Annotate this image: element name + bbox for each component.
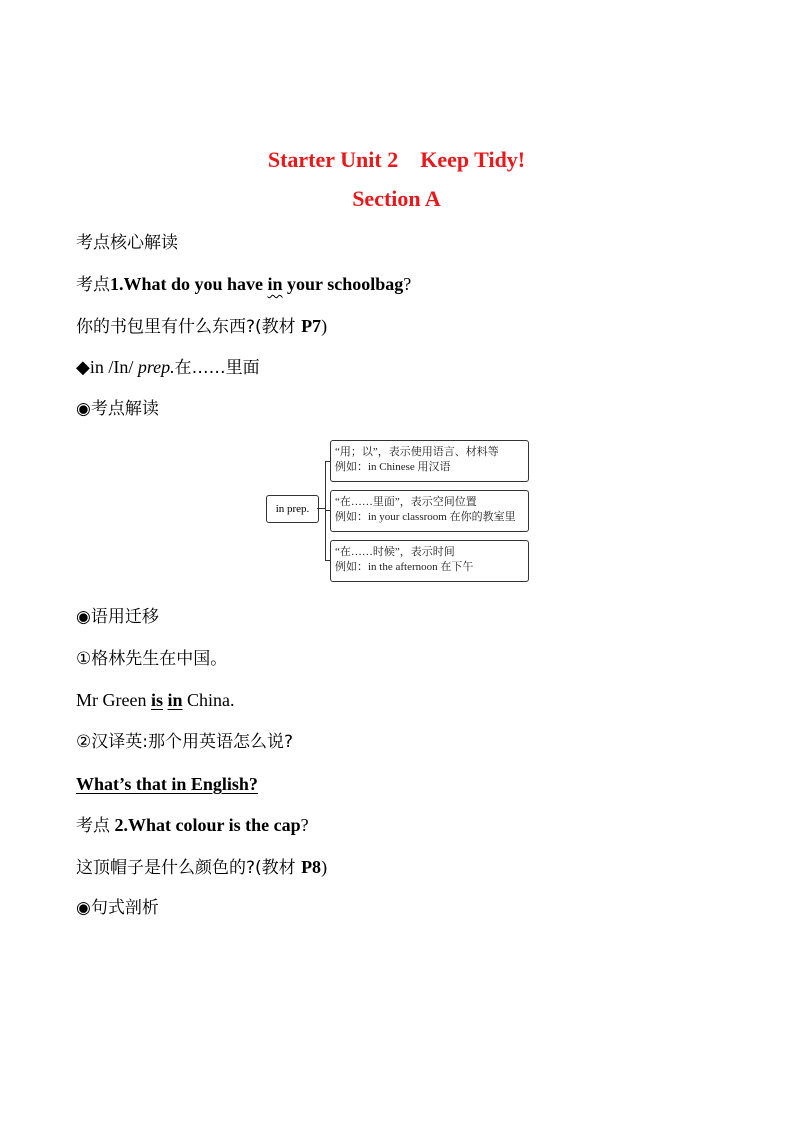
- point2-heading: [76, 813, 309, 838]
- transfer-heading: ◉语用迁移: [76, 607, 159, 627]
- analysis-heading: ◉考点解读: [76, 399, 159, 419]
- exercise2-prompt: ②汉译英:那个用英语怎么说?: [76, 732, 293, 752]
- diagram-branch-usage: [330, 440, 529, 482]
- point-label: 考点: [76, 816, 110, 836]
- word-meaning: 在……里面: [174, 358, 260, 378]
- page-reference: P7: [301, 316, 322, 336]
- section-heading: 考点核心解读: [76, 233, 178, 253]
- point2-translation: [76, 855, 327, 880]
- pattern-heading: ◉句式剖析: [76, 898, 159, 918]
- point2-question: 2.What colour is the cap: [110, 815, 301, 835]
- exercise1-prompt: ①格林先生在中国。: [76, 649, 228, 669]
- document-title: Starter Unit 2 Keep Tidy!: [267, 147, 526, 172]
- diagram-connector: [317, 508, 325, 509]
- word-entry: [76, 355, 260, 380]
- branch-meaning: “在……时候”，表示时间: [335, 546, 455, 558]
- diagram-branch-place: [330, 490, 529, 532]
- translation-end: ): [321, 316, 328, 336]
- diagram-branch-time: [330, 540, 529, 582]
- branch-example: 例如：in the afternoon 在下午: [335, 561, 474, 573]
- point1-question-end: your schoolbag: [282, 274, 404, 294]
- translation-text: 你的书包里有什么东西?(教材: [76, 317, 302, 337]
- branch-example: 例如：in Chinese 用汉语: [335, 461, 451, 473]
- answer-start: Mr Green: [76, 690, 151, 710]
- branch-meaning: “用；以”，表示使用语言、材料等: [335, 446, 499, 458]
- answer-end: China.: [182, 690, 235, 710]
- answer-blank-2: in: [167, 690, 183, 710]
- translation-text: 这顶帽子是什么颜色的?(教材: [76, 858, 302, 878]
- point1-translation: [76, 314, 327, 339]
- question-mark: ?: [300, 815, 309, 835]
- diagram-root: in prep.: [266, 495, 319, 523]
- translation-end: ): [321, 857, 328, 877]
- question-mark: ?: [403, 274, 412, 294]
- point1-question-start: 1.What do you have: [110, 274, 268, 294]
- branch-meaning: “在……里面”，表示空间位置: [335, 496, 477, 508]
- exercise1-answer: [76, 688, 235, 712]
- word-pos: prep.: [137, 357, 175, 377]
- branch-example: 例如：in your classroom 在你的教室里: [335, 511, 516, 523]
- diagram-bracket: [325, 461, 326, 561]
- answer-blank-1: is: [150, 690, 163, 710]
- point-label: 考点: [76, 275, 110, 295]
- exercise2-answer: What’s that in English?: [76, 774, 258, 794]
- page-reference: P8: [301, 857, 322, 877]
- point1-question-keyword: in: [267, 274, 283, 294]
- section-title: Section A: [352, 186, 441, 211]
- word-entry-head: ◆in /In/: [76, 357, 138, 377]
- point1-heading: [76, 272, 411, 297]
